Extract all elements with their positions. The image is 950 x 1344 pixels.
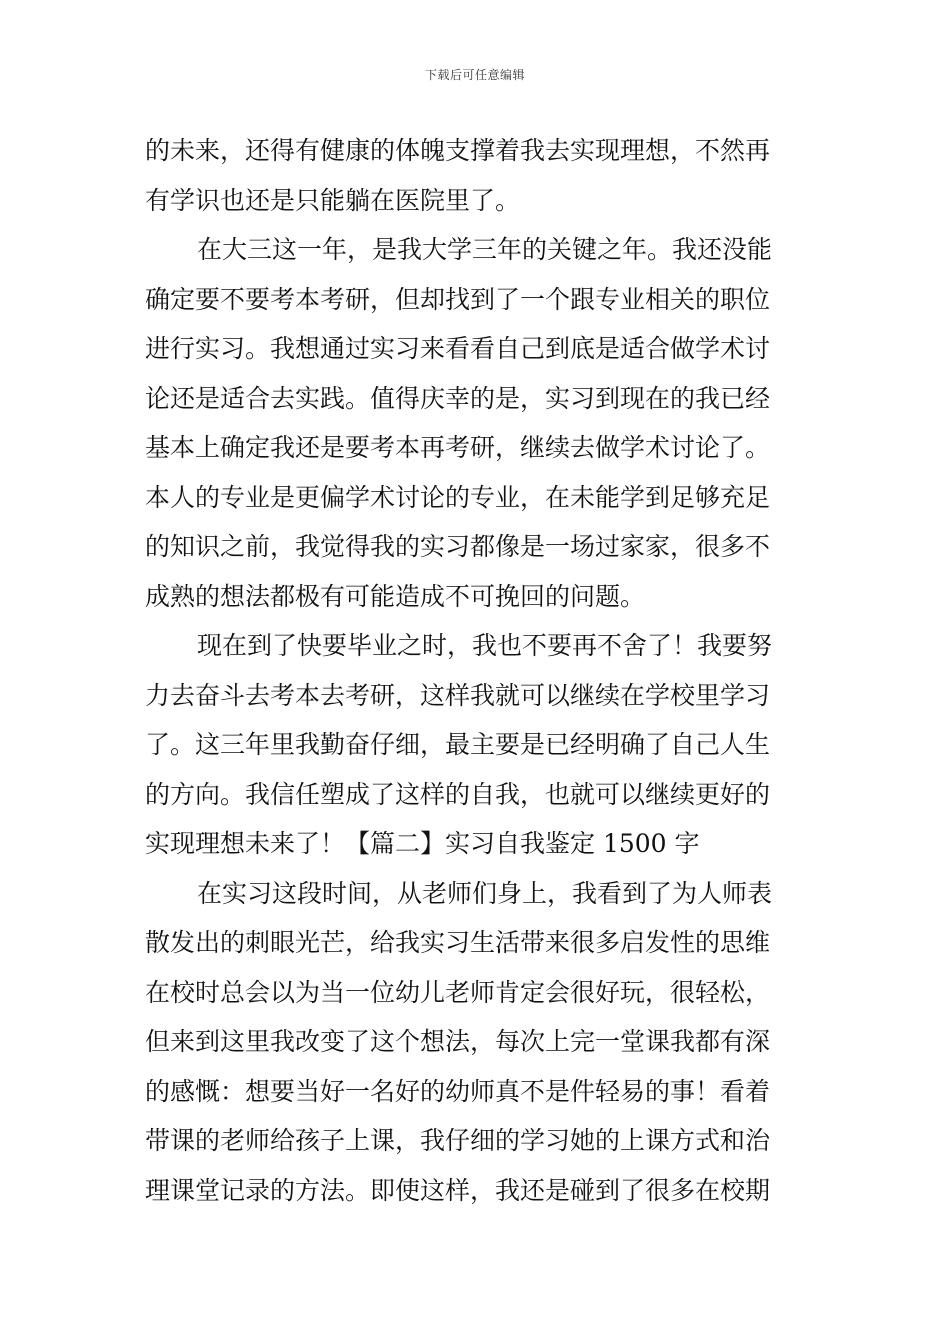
text-line: 在大三这一年，是我大学三年的关键之年。我还没能 [197, 235, 773, 264]
document-body [145, 126, 805, 1215]
text-line: 的知识之前，我觉得我的实习都像是一场过家家，很多不 [145, 532, 771, 561]
text-line: 本人的专业是更偏学术讨论的专业，在未能学到足够充足 [145, 482, 771, 512]
text-line: 确定要不要考本考研，但却找到了一个跟专业相关的职位 [145, 284, 771, 314]
text-line: 理课堂记录的方法。即使这样，我还是碰到了很多在校期 [145, 1175, 771, 1205]
page-header: 下载后可任意编辑 [424, 68, 525, 82]
text-line: 散发出的刺眼光芒，给我实习生活带来很多启发性的思维 [145, 928, 771, 957]
text-line: 有学识也还是只能躺在医院里了。 [145, 185, 521, 215]
text-line: 在实习这段时间，从老师们身上，我看到了为人师表 [197, 878, 773, 908]
text-line: 成熟的想法都极有可能造成不可挽回的问题。 [145, 581, 646, 611]
text-line: 实现理想未来了！【篇二】实习自我鉴定 1500 字 [145, 829, 700, 858]
text-line: 力去奋斗去考本去考研，这样我就可以继续在学校里学习 [145, 680, 771, 710]
text-line: 了。这三年里我勤奋仔细，最主要是已经明确了自己人生 [145, 730, 771, 759]
text-line: 现在到了快要毕业之时，我也不要再不舍了！我要努 [197, 631, 773, 660]
text-line: 在校时总会以为当一位幼儿老师肯定会很好玩，很轻松， [145, 977, 771, 1007]
text-line: 论还是适合去实践。值得庆幸的是，实习到现在的我已经 [145, 383, 771, 413]
text-line: 的未来，还得有健康的体魄支撑着我去实现理想，不然再 [145, 136, 771, 165]
text-line: 进行实习。我想通过实习来看看自己到底是适合做学术讨 [145, 334, 771, 363]
text-line: 但来到这里我改变了这个想法，每次上完一堂课我都有深 [145, 1027, 771, 1056]
text-line: 基本上确定我还是要考本再考研，继续去做学术讨论了。 [145, 433, 771, 462]
text-line: 的感慨：想要当好一名好的幼师真不是件轻易的事！看着 [145, 1076, 771, 1106]
text-line: 的方向。我信任塑成了这样的自我，也就可以继续更好的 [145, 779, 771, 809]
text-line: 带课的老师给孩子上课，我仔细的学习她的上课方式和治 [145, 1126, 771, 1155]
